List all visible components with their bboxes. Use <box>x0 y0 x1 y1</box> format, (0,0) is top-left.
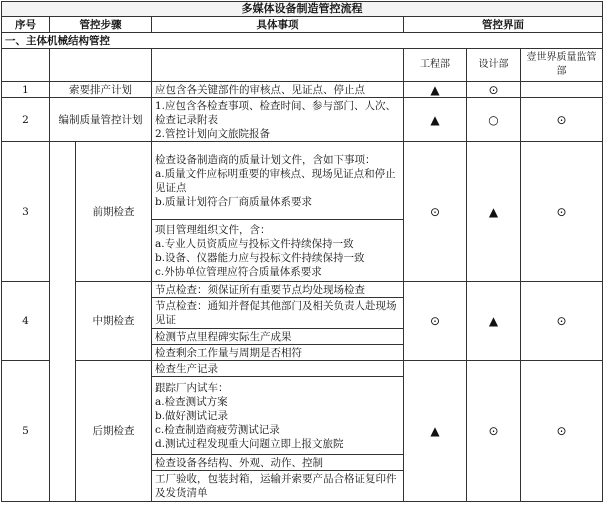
row-item: 检查生产记录 <box>152 361 404 377</box>
mark-quality <box>521 82 603 98</box>
mark-quality: ⊙ <box>521 361 603 502</box>
table-row <box>2 361 603 377</box>
row-item: 1.应包含各检查事项、检查时间、参与部门、人次、检查记录附表 2.管控计划向文旅院报备 <box>152 98 404 142</box>
mark-design: ⊙ <box>467 361 521 502</box>
mark-quality: ⊙ <box>521 98 603 142</box>
phase-label <box>50 142 76 502</box>
table-row <box>2 282 603 298</box>
row-item: 检测节点里程碑实际生产成果 <box>152 329 404 345</box>
empty-cell <box>50 49 152 82</box>
mark-engineering: ⊙ <box>404 142 467 282</box>
title-row <box>2 2 603 17</box>
row-step: 中期检查 <box>76 282 152 361</box>
table-row <box>2 98 603 142</box>
row-step: 后期检查 <box>76 361 152 502</box>
header-item: 具体事项 <box>152 17 404 33</box>
mark-quality: ⊙ <box>521 142 603 282</box>
row-item: 跟踪厂内试车： a.检查测试方案 b.做好测试记录 c.检查制造商疲劳测试记录 d.测试过程发现重大问题立即上报文旅院 <box>152 377 404 455</box>
row-item: 检查设备各结构、外观、动作、控制 <box>152 455 404 471</box>
row-step: 索要排产计划 <box>50 82 152 98</box>
row-item: 节点检查：通知并督促其他部门及相关负责人赴现场见证 <box>152 298 404 329</box>
table-row <box>2 82 603 98</box>
header-interface: 管控界面 <box>404 17 603 33</box>
mark-design: ▲ <box>467 282 521 361</box>
row-item: 工厂验收，包装封箱，运输并索要产品合格证复印件及发货清单 <box>152 471 404 502</box>
section-title: 一、主体机械结构管控 <box>2 33 603 49</box>
row-item: 检查设备制造商的质量计划文件，含如下事项： a.质量文件应标明重要的审核点、现场见证点和停止见证点 b.质量计划符合厂商质量体系要求 <box>152 142 404 220</box>
mark-design: ○ <box>467 98 521 142</box>
header-no: 序号 <box>2 17 50 33</box>
row-item: 检查剩余工作量与周期是否相符 <box>152 345 404 361</box>
dept-design: 设计部 <box>467 49 521 82</box>
row-no: 1 <box>2 82 50 98</box>
mark-engineering: ▲ <box>404 82 467 98</box>
dept-quality-supervision: 壹世界质量监管部 <box>521 49 603 82</box>
row-item: 项目管理组织文件，含： a.专业人员资质应与投标文件持续保持一致 b.设备、仪器能力应与投标文件持续保持一致 c.外协单位管理应符合质量体系要求 <box>152 220 404 282</box>
dept-engineering: 工程部 <box>404 49 467 82</box>
department-row <box>2 49 603 82</box>
mark-design: ▲ <box>467 142 521 282</box>
row-step: 编制质量管控计划 <box>50 98 152 142</box>
row-no: 2 <box>2 98 50 142</box>
empty-cell <box>2 49 50 82</box>
process-table <box>1 1 603 502</box>
empty-cell <box>152 49 404 82</box>
mark-engineering: ⊙ <box>404 282 467 361</box>
mark-engineering: ▲ <box>404 98 467 142</box>
section-row <box>2 33 603 49</box>
header-row <box>2 17 603 33</box>
table-title: 多媒体设备制造管控流程 <box>2 2 603 17</box>
row-item: 应包含各关键部件的审核点、见证点、停止点 <box>152 82 404 98</box>
mark-design: ⊙ <box>467 82 521 98</box>
row-no: 5 <box>2 361 50 502</box>
header-step: 管控步骤 <box>50 17 152 33</box>
mark-quality: ⊙ <box>521 282 603 361</box>
table-row <box>2 142 603 220</box>
row-no: 4 <box>2 282 50 361</box>
row-no: 3 <box>2 142 50 282</box>
row-item: 节点检查：须保证所有重要节点均处现场检查 <box>152 282 404 298</box>
row-step: 前期检查 <box>76 142 152 282</box>
mark-engineering: ▲ <box>404 361 467 502</box>
